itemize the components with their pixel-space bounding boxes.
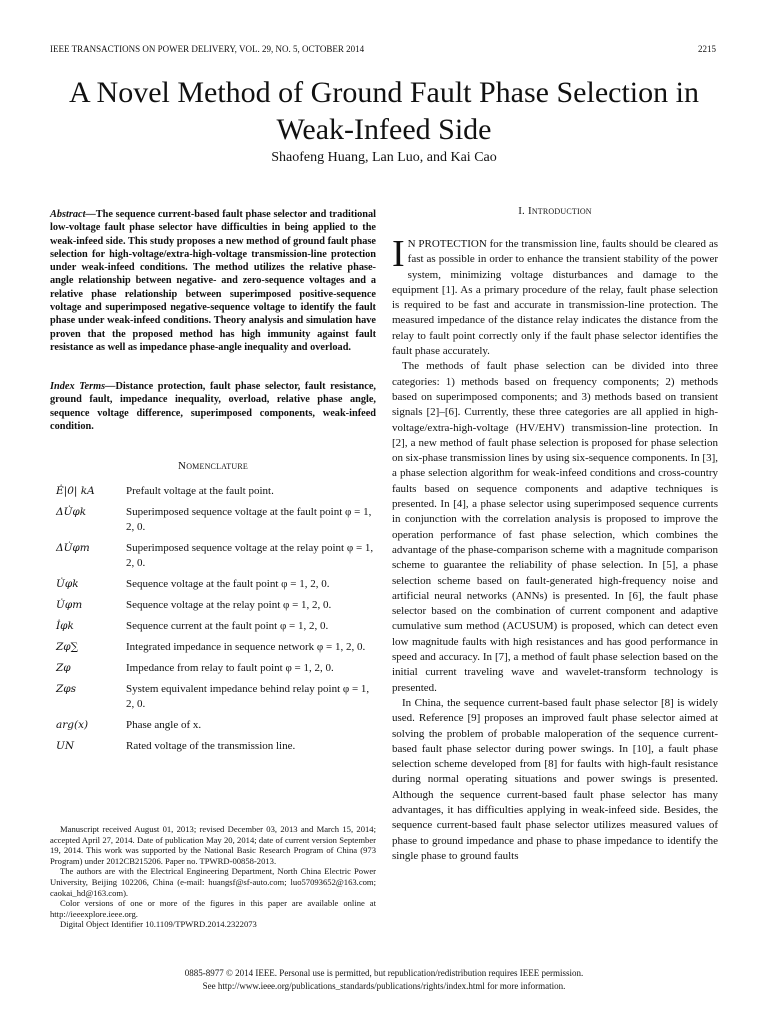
index-terms bbox=[50, 380, 376, 433]
nomenclature-definition: Phase angle of x. bbox=[126, 719, 202, 731]
nomenclature-definition: Sequence current at the fault point φ = 1, 2, 0. bbox=[126, 620, 329, 632]
nomenclature-symbol: Zφ bbox=[56, 662, 71, 674]
nomenclature-symbol: Zφs bbox=[56, 683, 77, 695]
rights-link-line: See http://www.ieee.org/publications_standards/publications/rights/index.html for more information. bbox=[202, 980, 566, 991]
nomenclature-symbol: Ė|0| kA bbox=[56, 485, 95, 497]
nomenclature-item bbox=[56, 619, 376, 634]
nomenclature-symbol: UN bbox=[56, 740, 75, 752]
nomenclature-definition: Superimposed sequence voltage at the relay point φ = 1, 2, 0. bbox=[126, 542, 374, 569]
nomenclature-item bbox=[56, 541, 376, 571]
nomenclature-item bbox=[56, 661, 376, 676]
intro-paragraph-text: N PROTECTION for the transmission line, faults should be cleared as fast as possible in order to enhance the transient stability of the power system, minimizing voltage disturbances and damage to the equipment [1]. As a primary procedure of the relay, fault phase selection is required to be fast and accurate in transmission-line protection. The measured impedance of the distance relay indicates the distance from the relay to fault point correctly only if the fault phase selector identifies the fault phase accurately. bbox=[392, 238, 718, 358]
footnote-color-versions: Color versions of one or more of the figures in this paper are available online at http://ieeexplore.ieee.org. bbox=[50, 898, 376, 919]
nomenclature-item bbox=[56, 598, 376, 613]
nomenclature-definition: Sequence voltage at the relay point φ = 1, 2, 0. bbox=[126, 599, 332, 611]
introduction-body bbox=[392, 233, 718, 864]
nomenclature-symbol: U̇φk bbox=[56, 578, 79, 590]
nomenclature-symbol: İφk bbox=[56, 620, 74, 632]
abstract-label: Abstract— bbox=[50, 209, 96, 220]
nomenclature-symbol: Zφ∑ bbox=[56, 641, 79, 653]
nomenclature-item bbox=[56, 505, 376, 535]
nomenclature-item bbox=[56, 484, 376, 499]
abstract-text: The sequence current-based fault phase selector and traditional low-voltage fault phase selector have difficulties in being applied to the weak-infeed side. This study proposes a new method of ground fault phase selection for high-voltage/extra-high-voltage transmission-line protection under weak-infeed conditions. The method utilizes the relative phase-angle relationship between negative- and zero-sequence voltages and a relative phase relationship between superimposed positive-sequence voltage and superimposed negative-sequence voltage to identify the fault phase under weak-infeed conditions. Theory analysis and simulation have proven that the proposed method has high immunity against fault resistance as well as impedance phase-angle inequality and overload. bbox=[50, 209, 376, 353]
nomenclature-item bbox=[56, 640, 376, 655]
first-page-footnote bbox=[50, 824, 376, 930]
intro-paragraph: In China, the sequence current-based fault phase selector [8] is widely used. Reference [9] proposes an improved fault phase selector aimed at solving the problem of probable maloperation of the sequence current-based fault phase selector during power swings. In [10], a fault phase selection scheme developed from [8] for faults with high-fault resistance during normal operating situations and power swings is presented. Although the sequence current-based fault phase selector has many advantages, it has difficulties applying in weak-infeed side. Besides, the sequence current-based fault phase selector utilizes measured values of phase to ground impedance and phase to phase impedance to identify the single phase to ground faults bbox=[392, 696, 718, 862]
index-terms-label: Index Terms— bbox=[50, 381, 116, 392]
nomenclature-definition: Sequence voltage at the fault point φ = 1, 2, 0. bbox=[126, 578, 330, 590]
nomenclature-definition: Prefault voltage at the fault point. bbox=[126, 485, 274, 497]
index-terms-text: Distance protection, fault phase selector, fault resistance, ground fault, impedance inequality, overload, relative phase angle, sequence voltage difference, superimposed components, weak-infeed condition. bbox=[50, 381, 376, 432]
running-header bbox=[50, 44, 716, 54]
nomenclature-item bbox=[56, 682, 376, 712]
authors: Shaofeng Huang, Lan Luo, and Kai Cao bbox=[271, 150, 497, 165]
footnote-manuscript: Manuscript received August 01, 2013; revised December 03, 2013 and March 15, 2014; accepted April 27, 2014. Date of publication May 20, 2014; date of current version September 19, 2014. This work was supported by the National Basic Research Program of China (973 Program) under 2012CB215206. Paper no. TPWRD-00858-2013. bbox=[50, 824, 376, 866]
footnote-affiliation: The authors are with the Electrical Engineering Department, North China Electric Power University, Beijing 102206, China (e-mail: huangsf@sf-auto.com; luo57093652@163.com; caokai_hd@163.com). bbox=[50, 866, 376, 898]
drop-cap: I bbox=[392, 233, 405, 275]
paper-title: A Novel Method of Ground Fault Phase Selection in Weak-Infeed Side bbox=[69, 76, 699, 146]
nomenclature-symbol: arg(x) bbox=[56, 719, 89, 731]
nomenclature-definition: System equivalent impedance behind relay point φ = 1, 2, 0. bbox=[126, 683, 370, 710]
nomenclature-definition: Superimposed sequence voltage at the fault point φ = 1, 2, 0. bbox=[126, 506, 372, 533]
nomenclature-item bbox=[56, 739, 376, 754]
intro-paragraph: The methods of fault phase selection can be divided into three categories: 1) methods based on frequency components; 2) methods based on superimposed components; and 3) methods based on transient signals [2]–[6]. Currently, these three categories are all applied in high-voltage/extra-high-voltage (HV/EHV) transmission-line protection. In [2], a new method of fault phase selection is proposed for phase selection on six-phase transmission lines by using six-sequence components. In [3], a phase selection algorithm for weak-infeed conditions and cross-country faults based on sequence components and adaptive techniques is presented. In [4], a phase selector using superimposed sequence currents in conjunction with the correlation analysis is proposed to improve the operation performance of fast phase selection, which combines the advantage of the phase-comparison scheme with a magnitude comparison scheme to guarantee the reliability of phase selection. In [5], a phase selection scheme based on fault-generated high-frequency noise and artificial neural networks (ANNs) is presented. In [6], the fault phase selector based on the combination of current component and adaptive cumulative sum method (ACUSUM) is proposed, which can detect even low magnitude faults with high resistances and has good performance in speed and accuracy. In [7], a method of fault phase selection based on the initial current traveling wave and wavelet-transform technology is presented. bbox=[392, 360, 718, 694]
nomenclature-item bbox=[56, 577, 376, 592]
copyright-line: 0885-8977 © 2014 IEEE. Personal use is permitted, but republication/redistribution requires IEEE permission. bbox=[184, 968, 584, 978]
nomenclature-definition: Impedance from relay to fault point φ = 1, 2, 0. bbox=[126, 662, 334, 674]
nomenclature-heading: Nomenclature bbox=[178, 460, 248, 472]
abstract bbox=[50, 208, 376, 354]
journal-name: IEEE TRANSACTIONS ON POWER DELIVERY, VOL. 29, NO. 5, OCTOBER 2014 bbox=[50, 44, 365, 54]
nomenclature-list bbox=[56, 484, 376, 760]
footnote-doi: Digital Object Identifier 10.1109/TPWRD.2014.2322073 bbox=[60, 919, 257, 930]
page-number: 2215 bbox=[698, 44, 716, 54]
nomenclature-definition: Integrated impedance in sequence network φ = 1, 2, 0. bbox=[126, 641, 366, 653]
introduction-heading: I. Introduction bbox=[518, 205, 592, 217]
nomenclature-definition: Rated voltage of the transmission line. bbox=[126, 740, 296, 752]
nomenclature-symbol: ΔU̇φk bbox=[56, 506, 87, 518]
nomenclature-symbol: ΔU̇φm bbox=[56, 542, 90, 554]
nomenclature-symbol: U̇φm bbox=[56, 599, 83, 611]
intro-paragraph bbox=[392, 233, 718, 359]
copyright-notice bbox=[50, 967, 718, 992]
nomenclature-item bbox=[56, 718, 376, 733]
